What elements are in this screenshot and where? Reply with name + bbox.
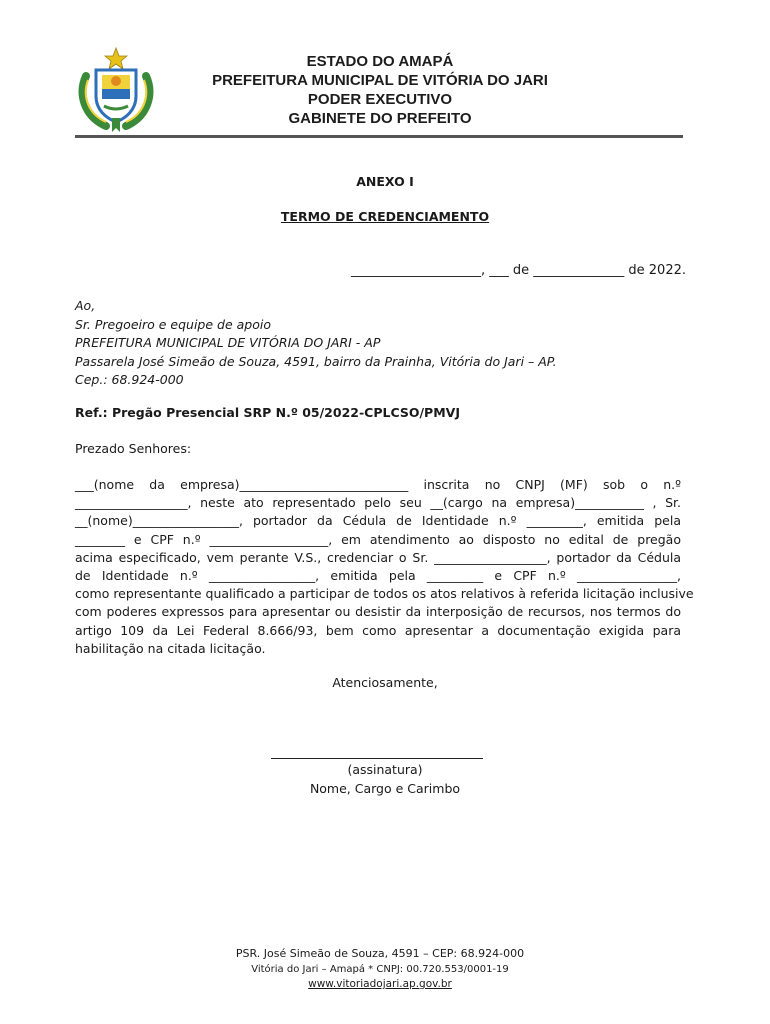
salutation: Prezado Senhores: [75, 441, 192, 456]
closing: Atenciosamente, [332, 675, 438, 690]
recipient-address [75, 297, 557, 390]
letterhead-state: ESTADO DO AMAPÁ [306, 53, 454, 70]
document-title: TERMO DE CREDENCIAMENTO [280, 209, 490, 224]
address-line: Cep.: 68.924-000 [75, 372, 184, 387]
letterhead-office: GABINETE DO PREFEITO [288, 110, 472, 127]
body-line: como representante qualificado a participar de todos os atos relativos à referida licitação inclusive [75, 586, 694, 602]
body-line: acima especificado, vem perante V.S., credenciar o Sr. __________________, portador da Cédula [75, 549, 681, 565]
body-line: com poderes expressos para apresentar ou desistir da interposição de recursos, nos termos do [75, 604, 681, 620]
address-line: Sr. Pregoeiro e equipe de apoio [75, 316, 271, 332]
footer-cnpj: Vitória do Jari – Amapá * CNPJ: 00.720.553/0001-19 [251, 963, 509, 975]
body-paragraph [75, 476, 694, 658]
address-line: Ao, [75, 298, 96, 313]
annex-title: ANEXO I [356, 174, 414, 189]
reference-line: Ref.: Pregão Presencial SRP N.º 05/2022-CPLCSO/PMVJ [75, 405, 460, 420]
signature-line [271, 758, 483, 759]
address-line: PREFEITURA MUNICIPAL DE VITÓRIA DO JARI - AP [75, 335, 381, 350]
body-line: ________ e CPF n.º ___________________, em atendimento ao disposto no edital de pregão [75, 531, 681, 547]
letterhead [180, 52, 580, 128]
letterhead-municipality: PREFEITURA MUNICIPAL DE VITÓRIA DO JARI [212, 72, 548, 89]
municipal-coat-of-arms [72, 46, 160, 134]
date-place-line: ____________________, ___ de ______________ de 2022. [350, 263, 686, 278]
body-line: artigo 109 da Lei Federal 8.666/93, bem como apresentar a documentação exigida para [75, 622, 681, 638]
body-line: __(nome)_________________, portador da Cédula de Identidade n.º _________, emitida pela [75, 513, 681, 529]
body-line: __________________, neste ato representado pelo seu __(cargo na empresa)___________ , Sr. [75, 495, 681, 511]
letterhead-branch: PODER EXECUTIVO [307, 91, 453, 108]
body-line: de Identidade n.º _________________, emitida pela _________ e CPF n.º ________________, [75, 568, 681, 584]
footer [0, 946, 760, 993]
address-line: Passarela José Simeão de Souza, 4591, bairro da Prainha, Vitória do Jari – AP. [75, 353, 557, 369]
signature-label: (assinatura) [347, 762, 423, 777]
footer-website-link[interactable]: www.vitoriadojari.ap.gov.br [308, 978, 452, 990]
signature-role: Nome, Cargo e Carimbo [309, 781, 461, 796]
body-line: ___(nome da empresa)___________________________ inscrita no CNPJ (MF) sob o n.º [75, 477, 681, 492]
footer-address: PSR. José Simeão de Souza, 4591 – CEP: 68.924-000 [235, 947, 525, 960]
body-line: habilitação na citada licitação. [75, 640, 266, 656]
header-divider [75, 135, 683, 138]
